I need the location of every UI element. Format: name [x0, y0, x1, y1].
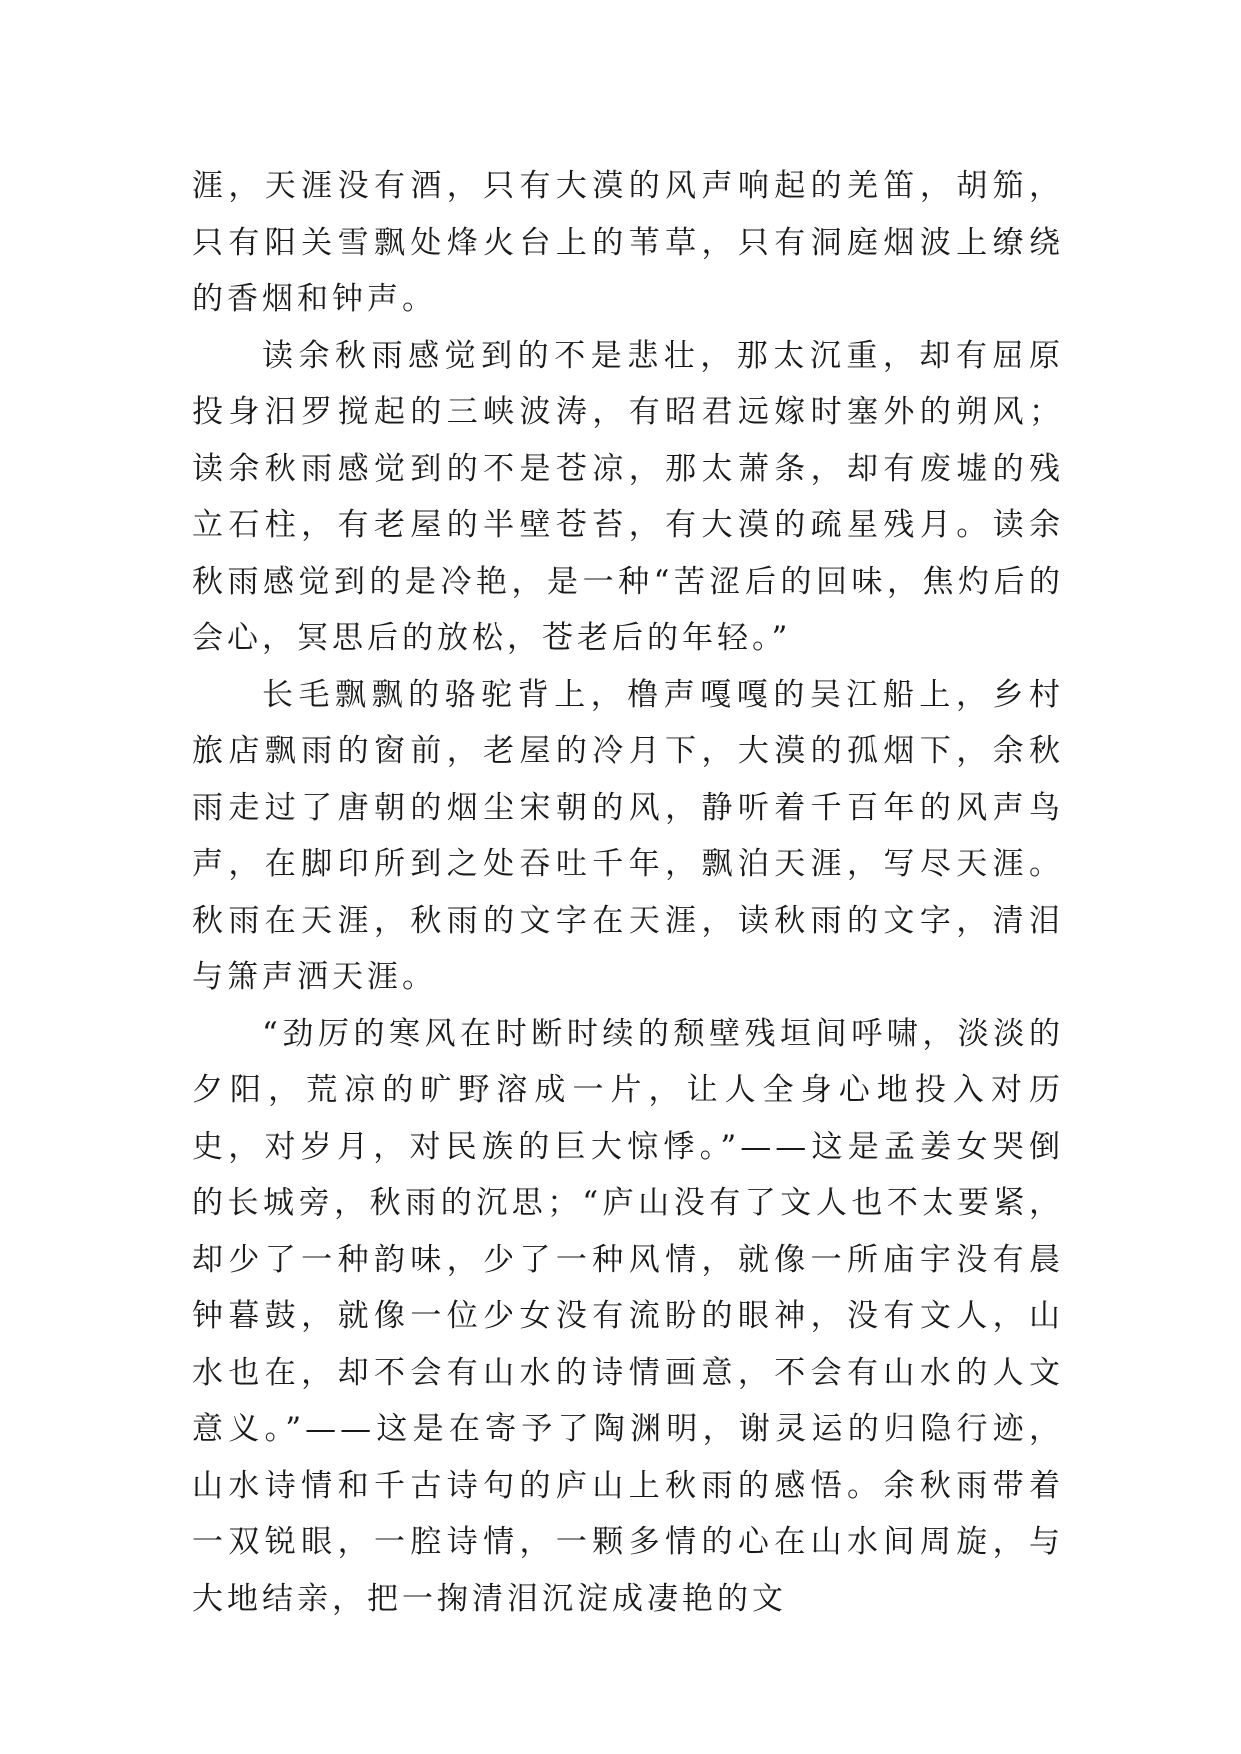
paragraph-1: 涯，天涯没有酒，只有大漠的风声响起的羌笛，胡笳，只有阳关雪飘处烽火台上的苇草，只有洞庭烟波上缭绕的香烟和钟声。 — [192, 168, 1064, 317]
paragraph-3: 长毛飘飘的骆驼背上，橹声嘎嘎的吴江船上，乡村旅店飘雨的窗前，老屋的冷月下，大漠的孤烟下，余秋雨走过了唐朝的烟尘宋朝的风，静听着千百年的风声鸟声，在脚印所到之处吞吐千年，飘泊天涯，写尽天涯。秋雨在天涯，秋雨的文字在天涯，读秋雨的文字，清泪与箫声洒天涯。 — [192, 676, 1064, 995]
paragraph-4: “劲厉的寒风在时断时续的颓壁残垣间呼啸，淡淡的夕阳，荒凉的旷野溶成一片，让人全身心地投入对历史，对岁月，对民族的巨大惊悸。”——这是孟姜女哭倒的长城旁，秋雨的沉思；“庐山没有了文人也不太要紧，却少了一种韵味，少了一种风情，就像一所庙宇没有晨钟暮鼓，就像一位少女没有流盼的眼神，没有文人，山水也在，却不会有山水的诗情画意，不会有山水的人文意义。”——这是在寄予了陶渊明，谢灵运的归隐行迹，山水诗情和千古诗句的庐山上秋雨的感悟。余秋雨带着一双锐眼，一腔诗情，一颗多情的心在山水间周旋，与大地结亲，把一掬清泪沉淀成凄艳的文 — [192, 1015, 1064, 1617]
paragraph-2: 读余秋雨感觉到的不是悲壮，那太沉重，却有屈原投身汨罗搅起的三峡波涛，有昭君远嫁时塞外的朔风；读余秋雨感觉到的不是苍凉，那太萧条，却有废墟的残立石柱，有老屋的半壁苍苔，有大漠的疏星残月。读余秋雨感觉到的是冷艳，是一种“苦涩后的回味，焦灼后的会心，冥思后的放松，苍老后的年轻。” — [192, 337, 1064, 656]
body-text — [192, 158, 1064, 1627]
